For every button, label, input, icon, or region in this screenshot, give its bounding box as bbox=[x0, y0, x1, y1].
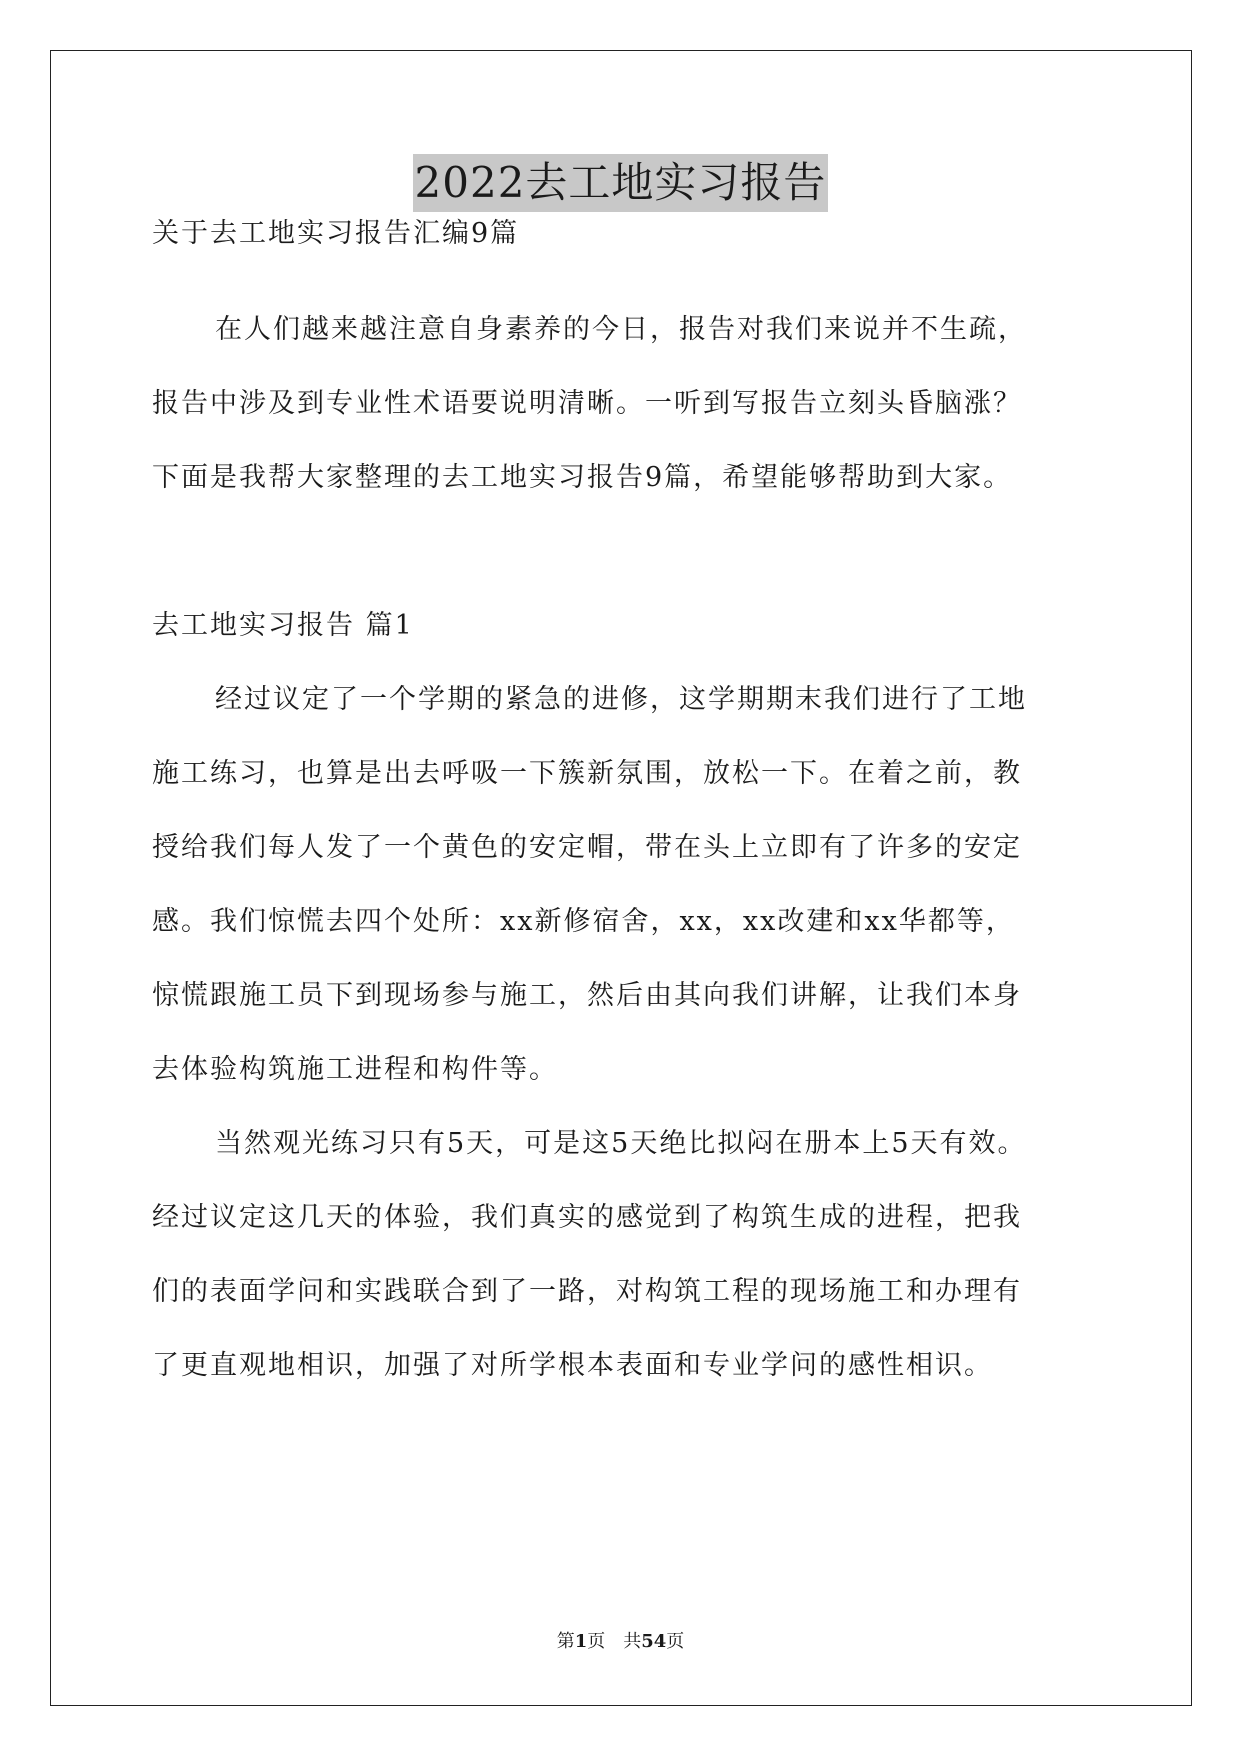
document-title-text: 2022去工地实习报告 bbox=[413, 154, 829, 212]
paragraph-line: 惊慌跟施工员下到现场参与施工，然后由其向我们讲解，让我们本身 bbox=[152, 980, 1022, 1011]
intro-line: 下面是我帮大家整理的去工地实习报告9篇，希望能够帮助到大家。 bbox=[152, 462, 1013, 493]
footer-page-number: 1 bbox=[574, 1631, 588, 1652]
paragraph-line: 了更直观地相识，加强了对所学根本表面和专业学问的感性相识。 bbox=[152, 1350, 993, 1381]
footer-prefix: 第 bbox=[556, 1631, 575, 1652]
paragraph-line: 施工练习，也算是出去呼吸一下簇新氛围，放松一下。在着之前，教 bbox=[152, 758, 1022, 789]
paragraph-line: 感。我们惊慌去四个处所：xx新修宿舍，xx，xx改建和xx华都等， bbox=[152, 906, 1015, 937]
footer-total-pages: 54 bbox=[641, 1631, 667, 1652]
document-title bbox=[0, 154, 1241, 212]
paragraph-line: 去体验构筑施工进程和构件等。 bbox=[152, 1054, 558, 1085]
paragraph-line: 当然观光练习只有5天，可是这5天绝比拟闷在册本上5天有效。 bbox=[215, 1128, 1027, 1159]
page-footer bbox=[0, 1630, 1241, 1654]
intro-line: 报告中涉及到专业性术语要说明清晰。一听到写报告立刻头昏脑涨？ bbox=[152, 388, 1022, 419]
page-border bbox=[50, 50, 1192, 1706]
footer-mid: 页 共 bbox=[587, 1631, 642, 1652]
paragraph-line: 经过议定了一个学期的紧急的进修，这学期期末我们进行了工地 bbox=[215, 684, 1027, 715]
intro-line: 在人们越来越注意自身素养的今日，报告对我们来说并不生疏， bbox=[215, 314, 1027, 345]
footer-suffix: 页 bbox=[666, 1631, 685, 1652]
section-heading: 去工地实习报告 篇1 bbox=[152, 610, 414, 641]
paragraph-line: 授给我们每人发了一个黄色的安定帽，带在头上立即有了许多的安定 bbox=[152, 832, 1022, 863]
document-subtitle: 关于去工地实习报告汇编9篇 bbox=[152, 218, 520, 249]
paragraph-line: 们的表面学问和实践联合到了一路，对构筑工程的现场施工和办理有 bbox=[152, 1276, 1022, 1307]
paragraph-line: 经过议定这几天的体验，我们真实的感觉到了构筑生成的进程，把我 bbox=[152, 1202, 1022, 1233]
